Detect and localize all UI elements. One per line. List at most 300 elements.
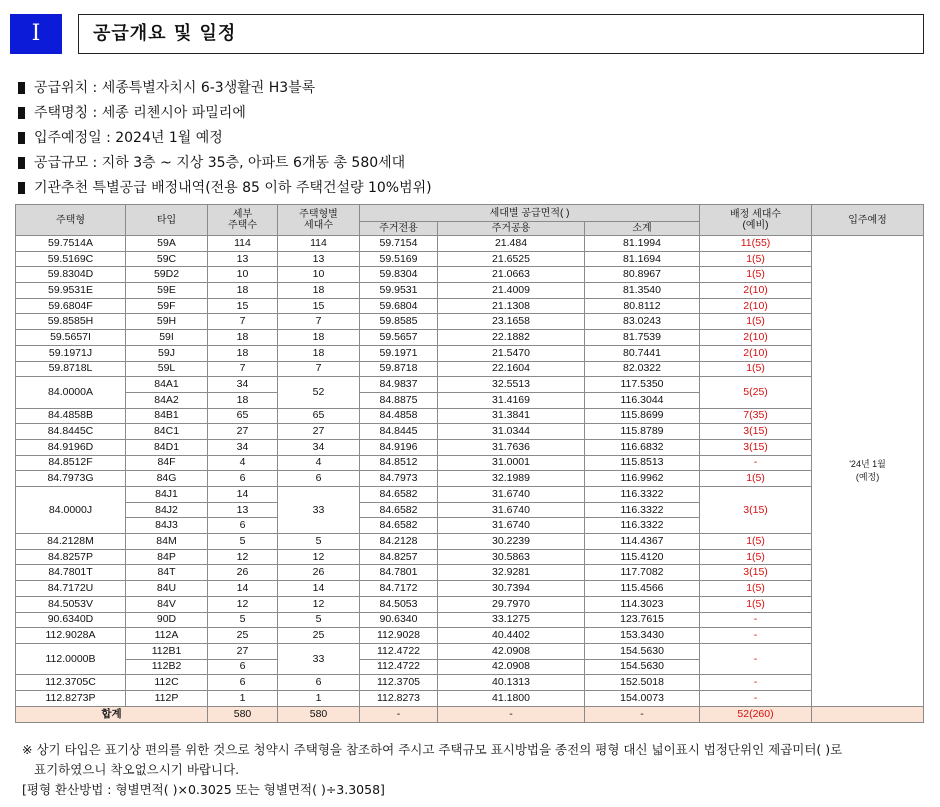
cell-exclusive: 59.5657 (360, 330, 438, 346)
cell-exclusive: 84.8445 (360, 424, 438, 440)
table-row (16, 377, 924, 393)
header-line: 주택형별 (299, 209, 338, 220)
cell-housing-type: 59.6804F (16, 298, 126, 314)
cell-type: 84J3 (126, 518, 208, 534)
cell-units: 34 (208, 377, 278, 393)
footnote-line: 표기하였으니 착오없으시기 바랍니다. (34, 762, 240, 777)
cell-subtotal: 83.0243 (585, 314, 700, 330)
cell-housing-type: 112.9028A (16, 628, 126, 644)
cell-subtotal: 115.8699 (585, 408, 700, 424)
cell-housing-type: 59.5657I (16, 330, 126, 346)
cell-housing-total: 114 (278, 236, 360, 252)
bullet-text: 기관추천 특별공급 배정내역(전용 85 이하 주택건설량 10%범위) (34, 180, 432, 196)
cell-common: 31.6740 (438, 487, 585, 503)
header-area-group: 세대별 공급면적( ) (360, 205, 700, 222)
cell-exclusive: 59.8585 (360, 314, 438, 330)
cell-subtotal: 81.1694 (585, 251, 700, 267)
cell-type: 59A (126, 236, 208, 252)
cell-assigned: 3(15) (700, 565, 812, 581)
cell-common: 21.1308 (438, 298, 585, 314)
cell-assigned: - (700, 675, 812, 691)
cell-units: 25 (208, 628, 278, 644)
cell-units: 12 (208, 549, 278, 565)
cell-assigned: 7(35) (700, 408, 812, 424)
cell-type: 84C1 (126, 424, 208, 440)
cell-housing-type: 112.3705C (16, 675, 126, 691)
cell-housing-type: 112.0000B (16, 643, 126, 674)
cell-type: 84M (126, 534, 208, 550)
bullet-text: 공급규모 : 지하 3층 ~ 지상 35층, 아파트 6개동 총 580세대 (34, 155, 406, 171)
cell-subtotal: 116.3322 (585, 518, 700, 534)
cell-units: 6 (208, 659, 278, 675)
cell-common: 31.3841 (438, 408, 585, 424)
cell-units: 18 (208, 283, 278, 299)
section-title: 공급개요 및 일정 (93, 23, 237, 44)
cell-housing-total: 6 (278, 675, 360, 691)
table-row (16, 549, 924, 565)
bullet-marker-icon (18, 107, 25, 119)
bullet-marker-icon (18, 82, 25, 94)
cell-type: 84A1 (126, 377, 208, 393)
cell-units: 7 (208, 361, 278, 377)
cell-housing-total: 12 (278, 549, 360, 565)
cell-common: 32.1989 (438, 471, 585, 487)
cell-housing-type: 84.4858B (16, 408, 126, 424)
table-row (16, 455, 924, 471)
total-common: - (438, 706, 585, 722)
cell-common: 42.0908 (438, 659, 585, 675)
cell-exclusive: 84.7973 (360, 471, 438, 487)
cell-assigned: 5(25) (700, 377, 812, 408)
cell-housing-type: 84.7973G (16, 471, 126, 487)
cell-housing-total: 13 (278, 251, 360, 267)
cell-assigned: 3(15) (700, 424, 812, 440)
cell-units: 5 (208, 612, 278, 628)
cell-type: 59C (126, 251, 208, 267)
header-move-in: 입주예정 (812, 205, 924, 236)
cell-assigned: 11(55) (700, 236, 812, 252)
overview-location (18, 78, 918, 103)
header-units-by-type (208, 205, 278, 236)
cell-common: 31.0344 (438, 424, 585, 440)
cell-common: 31.7636 (438, 439, 585, 455)
total-assigned: 52(260) (700, 706, 812, 722)
footnotes (22, 740, 922, 800)
cell-units: 6 (208, 675, 278, 691)
cell-common: 21.484 (438, 236, 585, 252)
header-line: 주택수 (228, 220, 257, 231)
bullet-text: 주택명칭 : 세종 리첸시아 파밀리에 (34, 105, 246, 121)
cell-assigned: - (700, 628, 812, 644)
cell-housing-total: 5 (278, 612, 360, 628)
total-label: 합계 (16, 706, 208, 722)
cell-units: 18 (208, 345, 278, 361)
cell-units: 14 (208, 487, 278, 503)
cell-housing-total: 10 (278, 267, 360, 283)
cell-housing-type: 59.5169C (16, 251, 126, 267)
cell-assigned: 1(5) (700, 267, 812, 283)
cell-housing-total: 33 (278, 643, 360, 674)
cell-subtotal: 154.5630 (585, 659, 700, 675)
table-row (16, 361, 924, 377)
table-row (16, 487, 924, 503)
cell-common: 22.1604 (438, 361, 585, 377)
cell-subtotal: 81.7539 (585, 330, 700, 346)
cell-exclusive: 90.6340 (360, 612, 438, 628)
cell-housing-total: 27 (278, 424, 360, 440)
cell-housing-type: 84.5053V (16, 596, 126, 612)
cell-exclusive: 84.7801 (360, 565, 438, 581)
cell-housing-type: 84.0000A (16, 377, 126, 408)
cell-type: 84A2 (126, 392, 208, 408)
cell-subtotal: 80.8112 (585, 298, 700, 314)
cell-common: 32.5513 (438, 377, 585, 393)
bullet-marker-icon (18, 157, 25, 169)
cell-subtotal: 117.5350 (585, 377, 700, 393)
footnote-conversion: [평형 환산방법 : 형별면적( )×0.3025 또는 형별면적( )÷3.3058] (22, 782, 385, 797)
cell-housing-type: 84.7172U (16, 581, 126, 597)
cell-subtotal: 153.3430 (585, 628, 700, 644)
header-type: 타입 (126, 205, 208, 236)
cell-type: 59D2 (126, 267, 208, 283)
overview-special-supply (18, 178, 918, 203)
cell-housing-total: 33 (278, 487, 360, 534)
cell-subtotal: 123.7615 (585, 612, 700, 628)
supply-table (15, 204, 924, 723)
table-row (16, 581, 924, 597)
cell-assigned: 2(10) (700, 283, 812, 299)
cell-units: 18 (208, 392, 278, 408)
cell-assigned: - (700, 612, 812, 628)
header-line: 세부 (232, 209, 253, 220)
cell-exclusive: 84.2128 (360, 534, 438, 550)
total-housing: 580 (278, 706, 360, 722)
cell-common: 21.5470 (438, 345, 585, 361)
table-row (16, 628, 924, 644)
cell-housing-type: 84.7801T (16, 565, 126, 581)
total-units: 580 (208, 706, 278, 722)
cell-subtotal: 114.3023 (585, 596, 700, 612)
table-row (16, 643, 924, 659)
table-row (16, 471, 924, 487)
cell-subtotal: 116.6832 (585, 439, 700, 455)
supply-table-body (16, 236, 924, 723)
cell-subtotal: 115.4566 (585, 581, 700, 597)
cell-common: 40.4402 (438, 628, 585, 644)
cell-housing-total: 4 (278, 455, 360, 471)
cell-exclusive: 59.1971 (360, 345, 438, 361)
bullet-text: 공급위치 : 세종특별자치시 6-3생활권 H3블록 (34, 80, 316, 96)
cell-exclusive: 112.4722 (360, 643, 438, 659)
cell-housing-total: 7 (278, 361, 360, 377)
cell-type: 112C (126, 675, 208, 691)
cell-common: 40.1313 (438, 675, 585, 691)
cell-units: 15 (208, 298, 278, 314)
cell-exclusive: 59.8718 (360, 361, 438, 377)
cell-type: 84B1 (126, 408, 208, 424)
cell-subtotal: 154.0073 (585, 690, 700, 706)
cell-units: 114 (208, 236, 278, 252)
cell-housing-type: 84.9196D (16, 439, 126, 455)
cell-assigned: 1(5) (700, 581, 812, 597)
cell-housing-total: 25 (278, 628, 360, 644)
cell-type: 84V (126, 596, 208, 612)
header-exclusive: 주거전용 (360, 222, 438, 236)
cell-units: 6 (208, 518, 278, 534)
cell-subtotal: 81.1994 (585, 236, 700, 252)
header-common: 주거공용 (438, 222, 585, 236)
cell-subtotal: 116.3322 (585, 502, 700, 518)
cell-type: 84F (126, 455, 208, 471)
section-number: I (10, 14, 62, 54)
cell-units: 4 (208, 455, 278, 471)
cell-common: 42.0908 (438, 643, 585, 659)
table-row (16, 612, 924, 628)
cell-move-in (812, 236, 924, 707)
table-row (16, 251, 924, 267)
cell-units: 26 (208, 565, 278, 581)
cell-common: 29.7970 (438, 596, 585, 612)
cell-units: 6 (208, 471, 278, 487)
cell-common: 21.0663 (438, 267, 585, 283)
cell-housing-total: 18 (278, 283, 360, 299)
cell-assigned: 1(5) (700, 471, 812, 487)
cell-housing-type: 59.8304D (16, 267, 126, 283)
cell-exclusive: 59.7154 (360, 236, 438, 252)
cell-exclusive: 59.6804 (360, 298, 438, 314)
cell-units: 7 (208, 314, 278, 330)
table-row (16, 267, 924, 283)
table-row (16, 298, 924, 314)
cell-type: 59H (126, 314, 208, 330)
cell-housing-total: 6 (278, 471, 360, 487)
cell-type: 84T (126, 565, 208, 581)
section-title-box (78, 14, 924, 54)
cell-type: 84J1 (126, 487, 208, 503)
table-row (16, 534, 924, 550)
total-subtotal: - (585, 706, 700, 722)
overview-move-in (18, 128, 918, 153)
cell-assigned: 2(10) (700, 298, 812, 314)
table-row (16, 330, 924, 346)
total-row (16, 706, 924, 722)
cell-common: 32.9281 (438, 565, 585, 581)
cell-exclusive: 59.5169 (360, 251, 438, 267)
cell-assigned: 2(10) (700, 330, 812, 346)
cell-subtotal: 117.7082 (585, 565, 700, 581)
cell-assigned: - (700, 690, 812, 706)
move-in-note: (예정) (855, 471, 880, 482)
total-exclusive: - (360, 706, 438, 722)
cell-common: 30.7394 (438, 581, 585, 597)
cell-exclusive: 112.4722 (360, 659, 438, 675)
cell-type: 59J (126, 345, 208, 361)
cell-exclusive: 59.9531 (360, 283, 438, 299)
cell-subtotal: 80.8967 (585, 267, 700, 283)
table-row (16, 236, 924, 252)
cell-exclusive: 112.9028 (360, 628, 438, 644)
table-row (16, 565, 924, 581)
header-housing-type: 주택형 (16, 205, 126, 236)
cell-exclusive: 59.8304 (360, 267, 438, 283)
cell-type: 84G (126, 471, 208, 487)
cell-housing-type: 90.6340D (16, 612, 126, 628)
cell-units: 1 (208, 690, 278, 706)
cell-housing-total: 65 (278, 408, 360, 424)
cell-housing-total: 7 (278, 314, 360, 330)
cell-type: 59E (126, 283, 208, 299)
cell-common: 30.2239 (438, 534, 585, 550)
table-row (16, 675, 924, 691)
cell-type: 59F (126, 298, 208, 314)
section-header (10, 14, 924, 54)
cell-housing-type: 84.0000J (16, 487, 126, 534)
table-row (16, 690, 924, 706)
header-units-by-housing (278, 205, 360, 236)
cell-housing-total: 18 (278, 330, 360, 346)
cell-housing-type: 112.8273P (16, 690, 126, 706)
cell-units: 14 (208, 581, 278, 597)
cell-subtotal: 80.7441 (585, 345, 700, 361)
cell-housing-total: 26 (278, 565, 360, 581)
cell-subtotal: 81.3540 (585, 283, 700, 299)
header-line: (예비) (742, 220, 769, 231)
cell-type: 84U (126, 581, 208, 597)
cell-type: 59I (126, 330, 208, 346)
header-line: 배정 세대수 (729, 209, 782, 220)
cell-subtotal: 114.4367 (585, 534, 700, 550)
cell-housing-type: 84.8512F (16, 455, 126, 471)
cell-housing-total: 18 (278, 345, 360, 361)
cell-exclusive: 84.4858 (360, 408, 438, 424)
cell-housing-total: 14 (278, 581, 360, 597)
cell-assigned: 1(5) (700, 534, 812, 550)
header-subtotal: 소계 (585, 222, 700, 236)
cell-assigned: 1(5) (700, 251, 812, 267)
cell-assigned: 1(5) (700, 549, 812, 565)
cell-units: 13 (208, 502, 278, 518)
cell-common: 30.5863 (438, 549, 585, 565)
cell-exclusive: 84.9837 (360, 377, 438, 393)
cell-units: 10 (208, 267, 278, 283)
cell-common: 31.0001 (438, 455, 585, 471)
cell-units: 5 (208, 534, 278, 550)
cell-units: 27 (208, 643, 278, 659)
cell-assigned: 1(5) (700, 596, 812, 612)
overview-name (18, 103, 918, 128)
bullet-marker-icon (18, 132, 25, 144)
cell-assigned: 1(5) (700, 314, 812, 330)
cell-housing-total: 15 (278, 298, 360, 314)
cell-subtotal: 152.5018 (585, 675, 700, 691)
cell-exclusive: 84.8257 (360, 549, 438, 565)
cell-exclusive: 84.8875 (360, 392, 438, 408)
cell-housing-total: 52 (278, 377, 360, 408)
cell-housing-type: 59.1971J (16, 345, 126, 361)
cell-housing-total: 1 (278, 690, 360, 706)
cell-exclusive: 112.3705 (360, 675, 438, 691)
cell-housing-type: 84.8445C (16, 424, 126, 440)
cell-housing-type: 59.7514A (16, 236, 126, 252)
cell-housing-type: 84.2128M (16, 534, 126, 550)
cell-type: 84P (126, 549, 208, 565)
cell-exclusive: 84.8512 (360, 455, 438, 471)
cell-type: 90D (126, 612, 208, 628)
cell-housing-total: 34 (278, 439, 360, 455)
cell-exclusive: 84.6582 (360, 518, 438, 534)
cell-common: 31.4169 (438, 392, 585, 408)
table-row (16, 283, 924, 299)
move-in-date: '24년 1월 (849, 458, 886, 469)
cell-units: 18 (208, 330, 278, 346)
header-assigned (700, 205, 812, 236)
cell-common: 33.1275 (438, 612, 585, 628)
cell-type: 59L (126, 361, 208, 377)
cell-exclusive: 84.5053 (360, 596, 438, 612)
table-row (16, 345, 924, 361)
cell-exclusive: 84.6582 (360, 502, 438, 518)
cell-assigned: 2(10) (700, 345, 812, 361)
cell-type: 112P (126, 690, 208, 706)
cell-common: 22.1882 (438, 330, 585, 346)
overview-list (18, 78, 918, 203)
bullet-text: 입주예정일 : 2024년 1월 예정 (34, 130, 223, 146)
cell-assigned: - (700, 455, 812, 471)
cell-units: 27 (208, 424, 278, 440)
cell-exclusive: 112.8273 (360, 690, 438, 706)
cell-subtotal: 154.5630 (585, 643, 700, 659)
cell-assigned: 3(15) (700, 487, 812, 534)
cell-common: 31.6740 (438, 502, 585, 518)
cell-units: 13 (208, 251, 278, 267)
bullet-marker-icon (18, 182, 25, 194)
cell-housing-type: 59.8718L (16, 361, 126, 377)
cell-common: 31.6740 (438, 518, 585, 534)
overview-scale (18, 153, 918, 178)
cell-subtotal: 115.8789 (585, 424, 700, 440)
cell-housing-type: 59.9531E (16, 283, 126, 299)
cell-assigned: - (700, 643, 812, 674)
header-line: 세대수 (304, 220, 333, 231)
cell-type: 112B2 (126, 659, 208, 675)
cell-type: 112B1 (126, 643, 208, 659)
cell-common: 23.1658 (438, 314, 585, 330)
cell-assigned: 1(5) (700, 361, 812, 377)
cell-exclusive: 84.7172 (360, 581, 438, 597)
table-row (16, 424, 924, 440)
cell-subtotal: 116.9962 (585, 471, 700, 487)
cell-subtotal: 115.8513 (585, 455, 700, 471)
cell-type: 84J2 (126, 502, 208, 518)
cell-subtotal: 115.4120 (585, 549, 700, 565)
cell-exclusive: 84.9196 (360, 439, 438, 455)
table-row (16, 596, 924, 612)
cell-type: 84D1 (126, 439, 208, 455)
footnote-line: ※ 상기 타입은 표기상 편의를 위한 것으로 청약시 주택형을 참조하여 주시고 주택규모 표시방법을 종전의 평형 대신 넓이표시 법정단위인 제곱미터( )로 (22, 742, 843, 757)
cell-housing-type: 84.8257P (16, 549, 126, 565)
total-move-in (812, 706, 924, 722)
cell-common: 21.6525 (438, 251, 585, 267)
cell-common: 21.4009 (438, 283, 585, 299)
cell-exclusive: 84.6582 (360, 487, 438, 503)
cell-subtotal: 116.3322 (585, 487, 700, 503)
cell-housing-type: 59.8585H (16, 314, 126, 330)
cell-assigned: 3(15) (700, 439, 812, 455)
table-row (16, 439, 924, 455)
cell-housing-total: 12 (278, 596, 360, 612)
cell-units: 12 (208, 596, 278, 612)
cell-housing-total: 5 (278, 534, 360, 550)
